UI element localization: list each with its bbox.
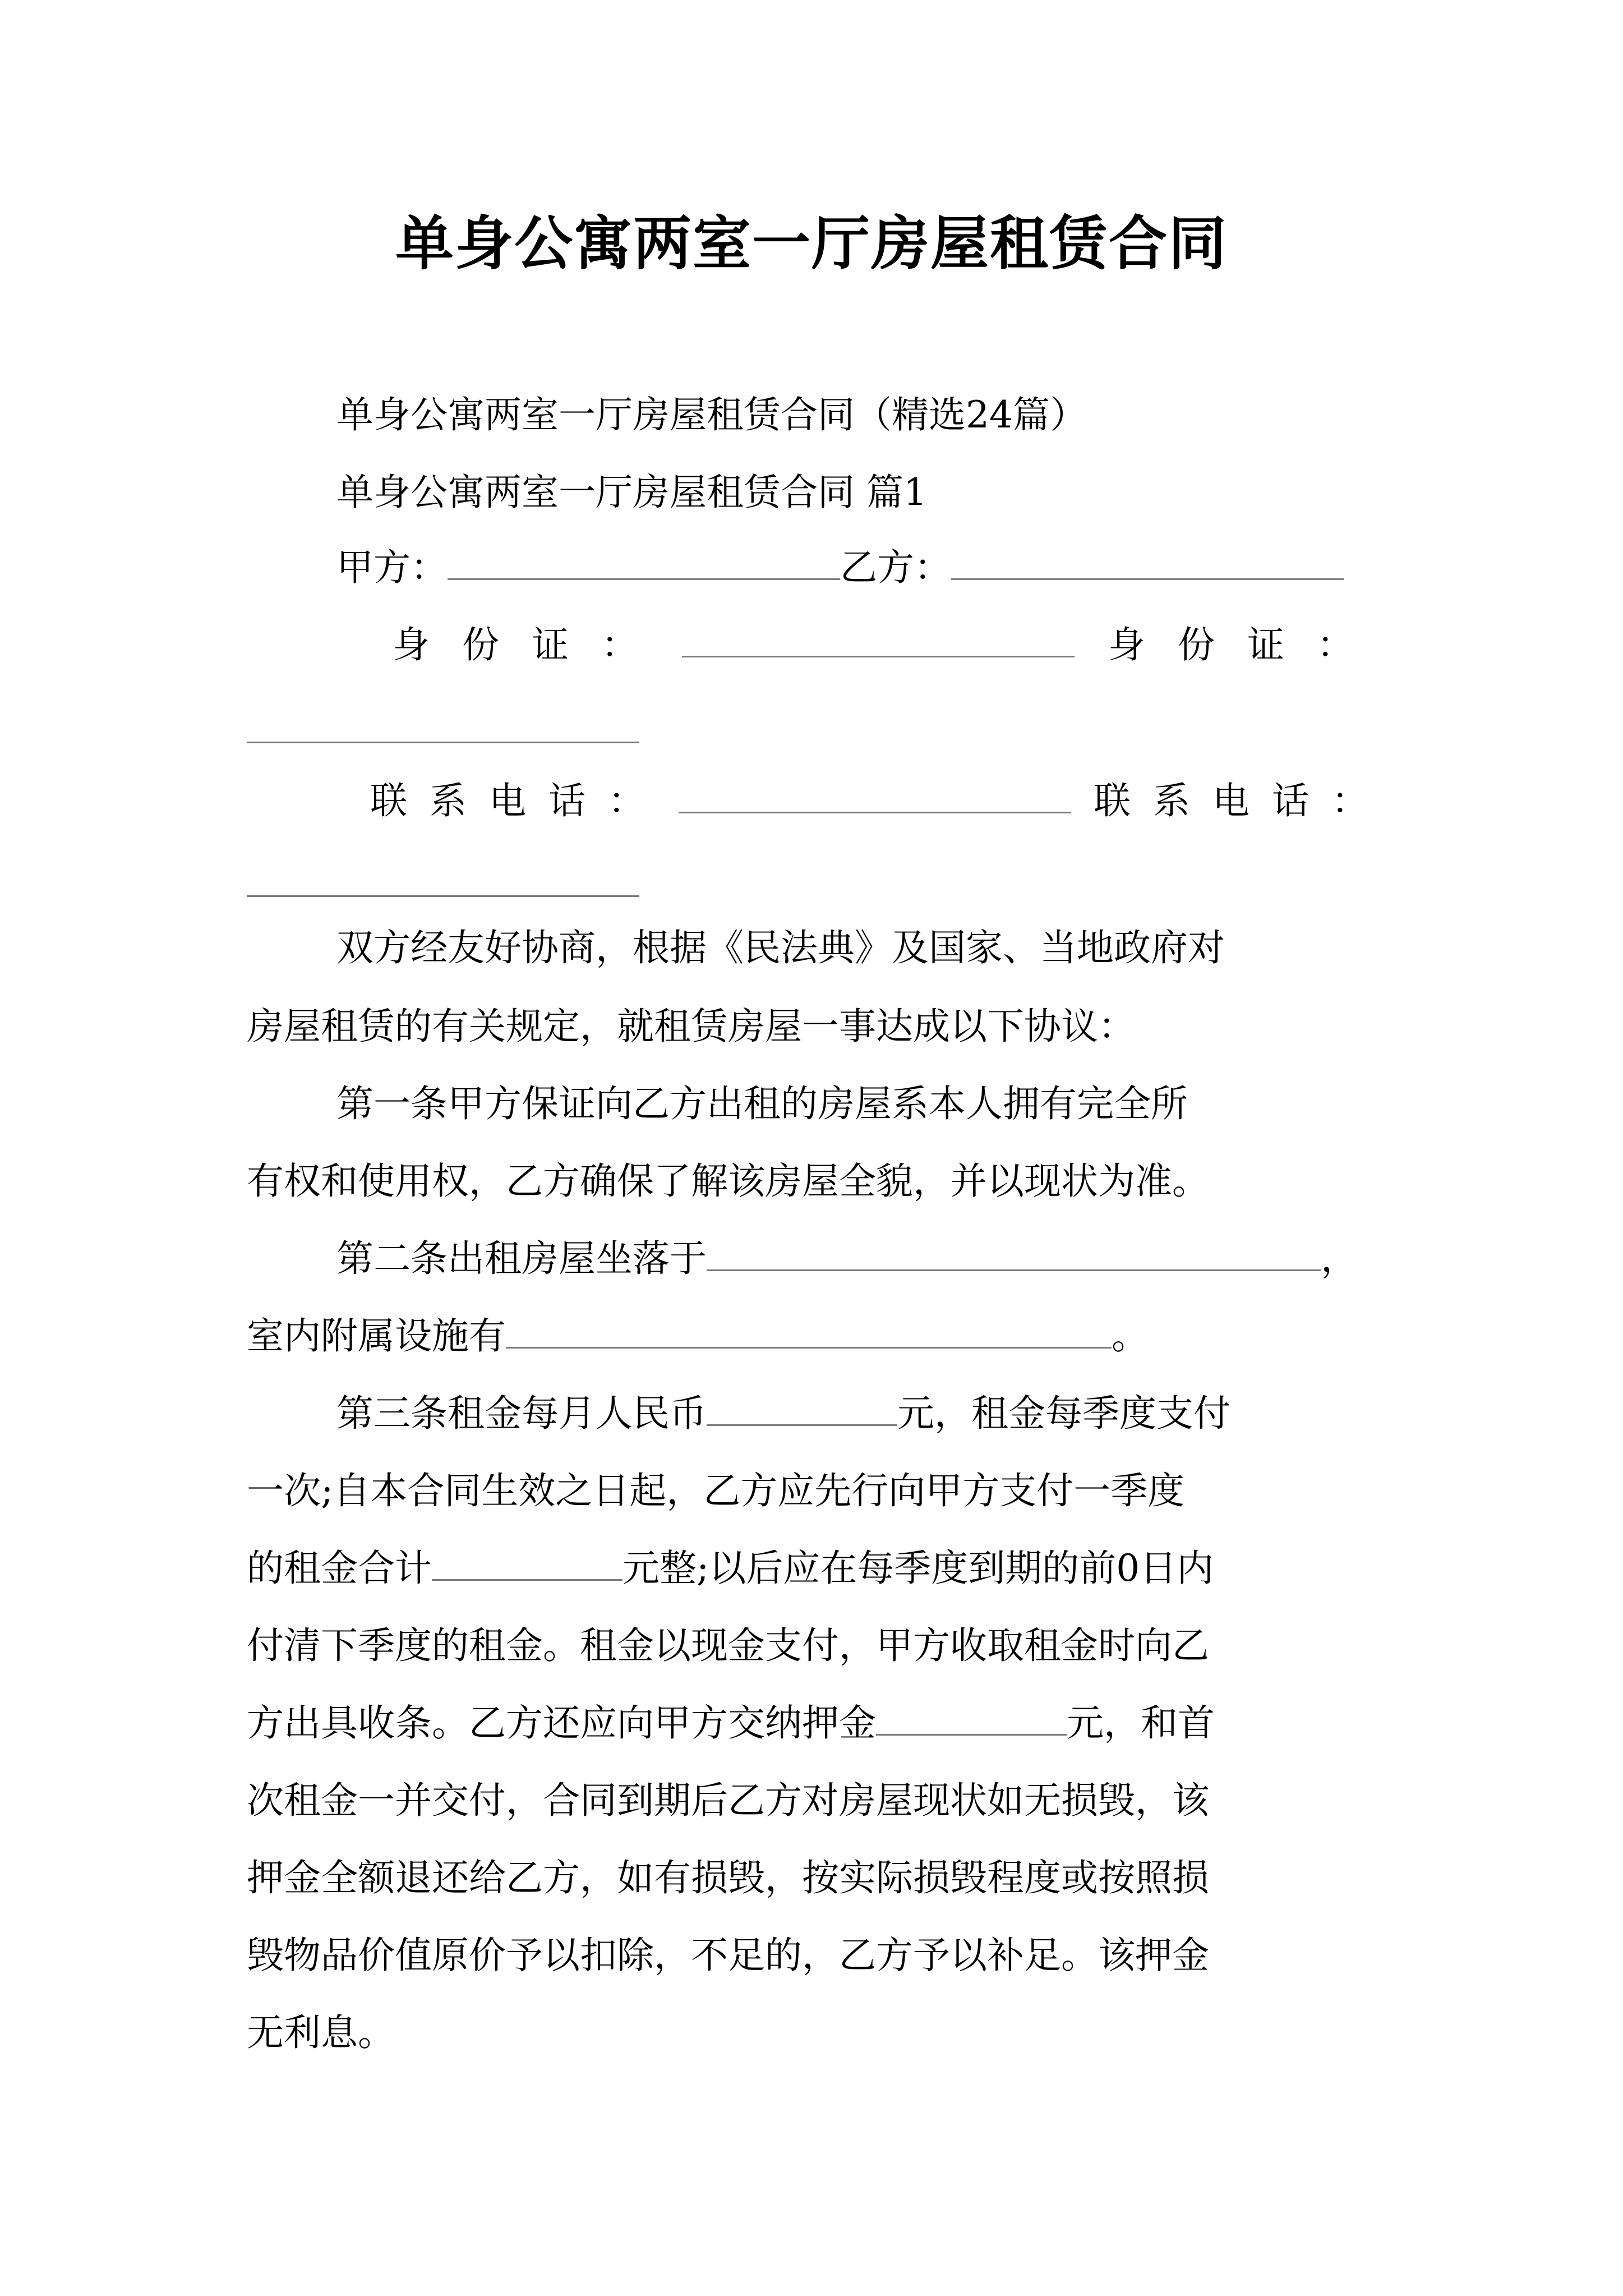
article-1-line-1: 第一条甲方保证向乙方出租的房屋系本人拥有完全所	[336, 1082, 1188, 1125]
article-3-line-9: 无利息。	[247, 2011, 395, 2054]
article-3-line-3	[247, 1540, 1214, 1596]
article-3-line-6: 次租金一并交付，合同到期后乙方对房屋现状如无损毁，该	[247, 1779, 1209, 1822]
article-3-line-4: 付清下季度的租金。租金以现金支付，甲方收取租金时向乙	[247, 1624, 1209, 1667]
article-2-period: 。	[1112, 1314, 1149, 1358]
article-2-comma: ，	[1321, 1237, 1358, 1280]
party-a-label: 甲方：	[336, 546, 448, 589]
article-2-line-1	[336, 1231, 1358, 1287]
article-3-line-1	[336, 1386, 1230, 1442]
monthly-rent-blank	[707, 1388, 897, 1426]
article-3-deposit-tail: 元，和首	[1067, 1701, 1215, 1745]
party-line	[336, 540, 1344, 596]
section-heading: 单身公寓两室一厅房屋租赁合同 篇1	[336, 471, 927, 514]
article-3-line-2: 一次;自本合同生效之日起，乙方应先行向甲方支付一季度	[247, 1469, 1185, 1512]
article-3-deposit-label: 方出具收条。乙方还应向甲方交纳押金	[247, 1701, 876, 1745]
phone-a-blank	[679, 776, 1071, 813]
article-3-total-tail: 元整;以后应在每季度到期的前0日内	[623, 1547, 1214, 1590]
article-3-rent-label: 第三条租金每月人民币	[336, 1392, 707, 1435]
party-b-label: 乙方：	[840, 546, 951, 589]
party-a-blank	[448, 542, 840, 580]
phone-line	[370, 773, 1391, 829]
article-3-total-label: 的租金合计	[247, 1547, 432, 1590]
article-1-line-2: 有权和使用权，乙方确保了解该房屋全貌，并以现状为准。	[247, 1159, 1209, 1203]
document-subtitle: 单身公寓两室一厅房屋租赁合同（精选24篇）	[336, 393, 1087, 436]
deposit-blank	[876, 1698, 1067, 1736]
id-label-a: 身份证：	[393, 623, 671, 666]
id-label-b: 身份证：	[1108, 623, 1386, 666]
article-3-line-8: 毁物品价值原价予以扣除，不足的，乙方予以补足。该押金	[247, 1934, 1209, 1977]
facilities-blank	[506, 1311, 1112, 1349]
id-b-blank	[247, 742, 639, 743]
para-intro-line-2: 房屋租赁的有关规定，就租赁房屋一事达成以下协议：	[247, 1005, 1135, 1048]
party-b-blank	[951, 542, 1344, 580]
article-3-line-7: 押金全额退还给乙方，如有损毁，按实际损毁程度或按照损	[247, 1856, 1209, 1899]
article-2-location-label: 第二条出租房屋坐落于	[336, 1237, 707, 1280]
document-title: 单身公寓两室一厅房屋租赁合同	[395, 209, 1228, 278]
article-2-line-2	[247, 1308, 1149, 1364]
location-blank	[707, 1234, 1321, 1271]
id-a-blank	[682, 620, 1075, 657]
phone-label-a: 联系电话：	[370, 779, 667, 822]
phone-b-blank	[247, 895, 639, 897]
phone-label-b: 联系电话：	[1094, 779, 1391, 822]
article-3-rent-tail: 元，租金每季度支付	[897, 1392, 1230, 1435]
id-line	[393, 617, 1386, 673]
article-3-line-5	[247, 1695, 1215, 1751]
para-intro-line-1: 双方经友好协商，根据《民法典》及国家、当地政府对	[336, 926, 1225, 969]
quarter-total-blank	[432, 1543, 623, 1581]
article-2-facilities-label: 室内附属设施有	[247, 1314, 506, 1358]
